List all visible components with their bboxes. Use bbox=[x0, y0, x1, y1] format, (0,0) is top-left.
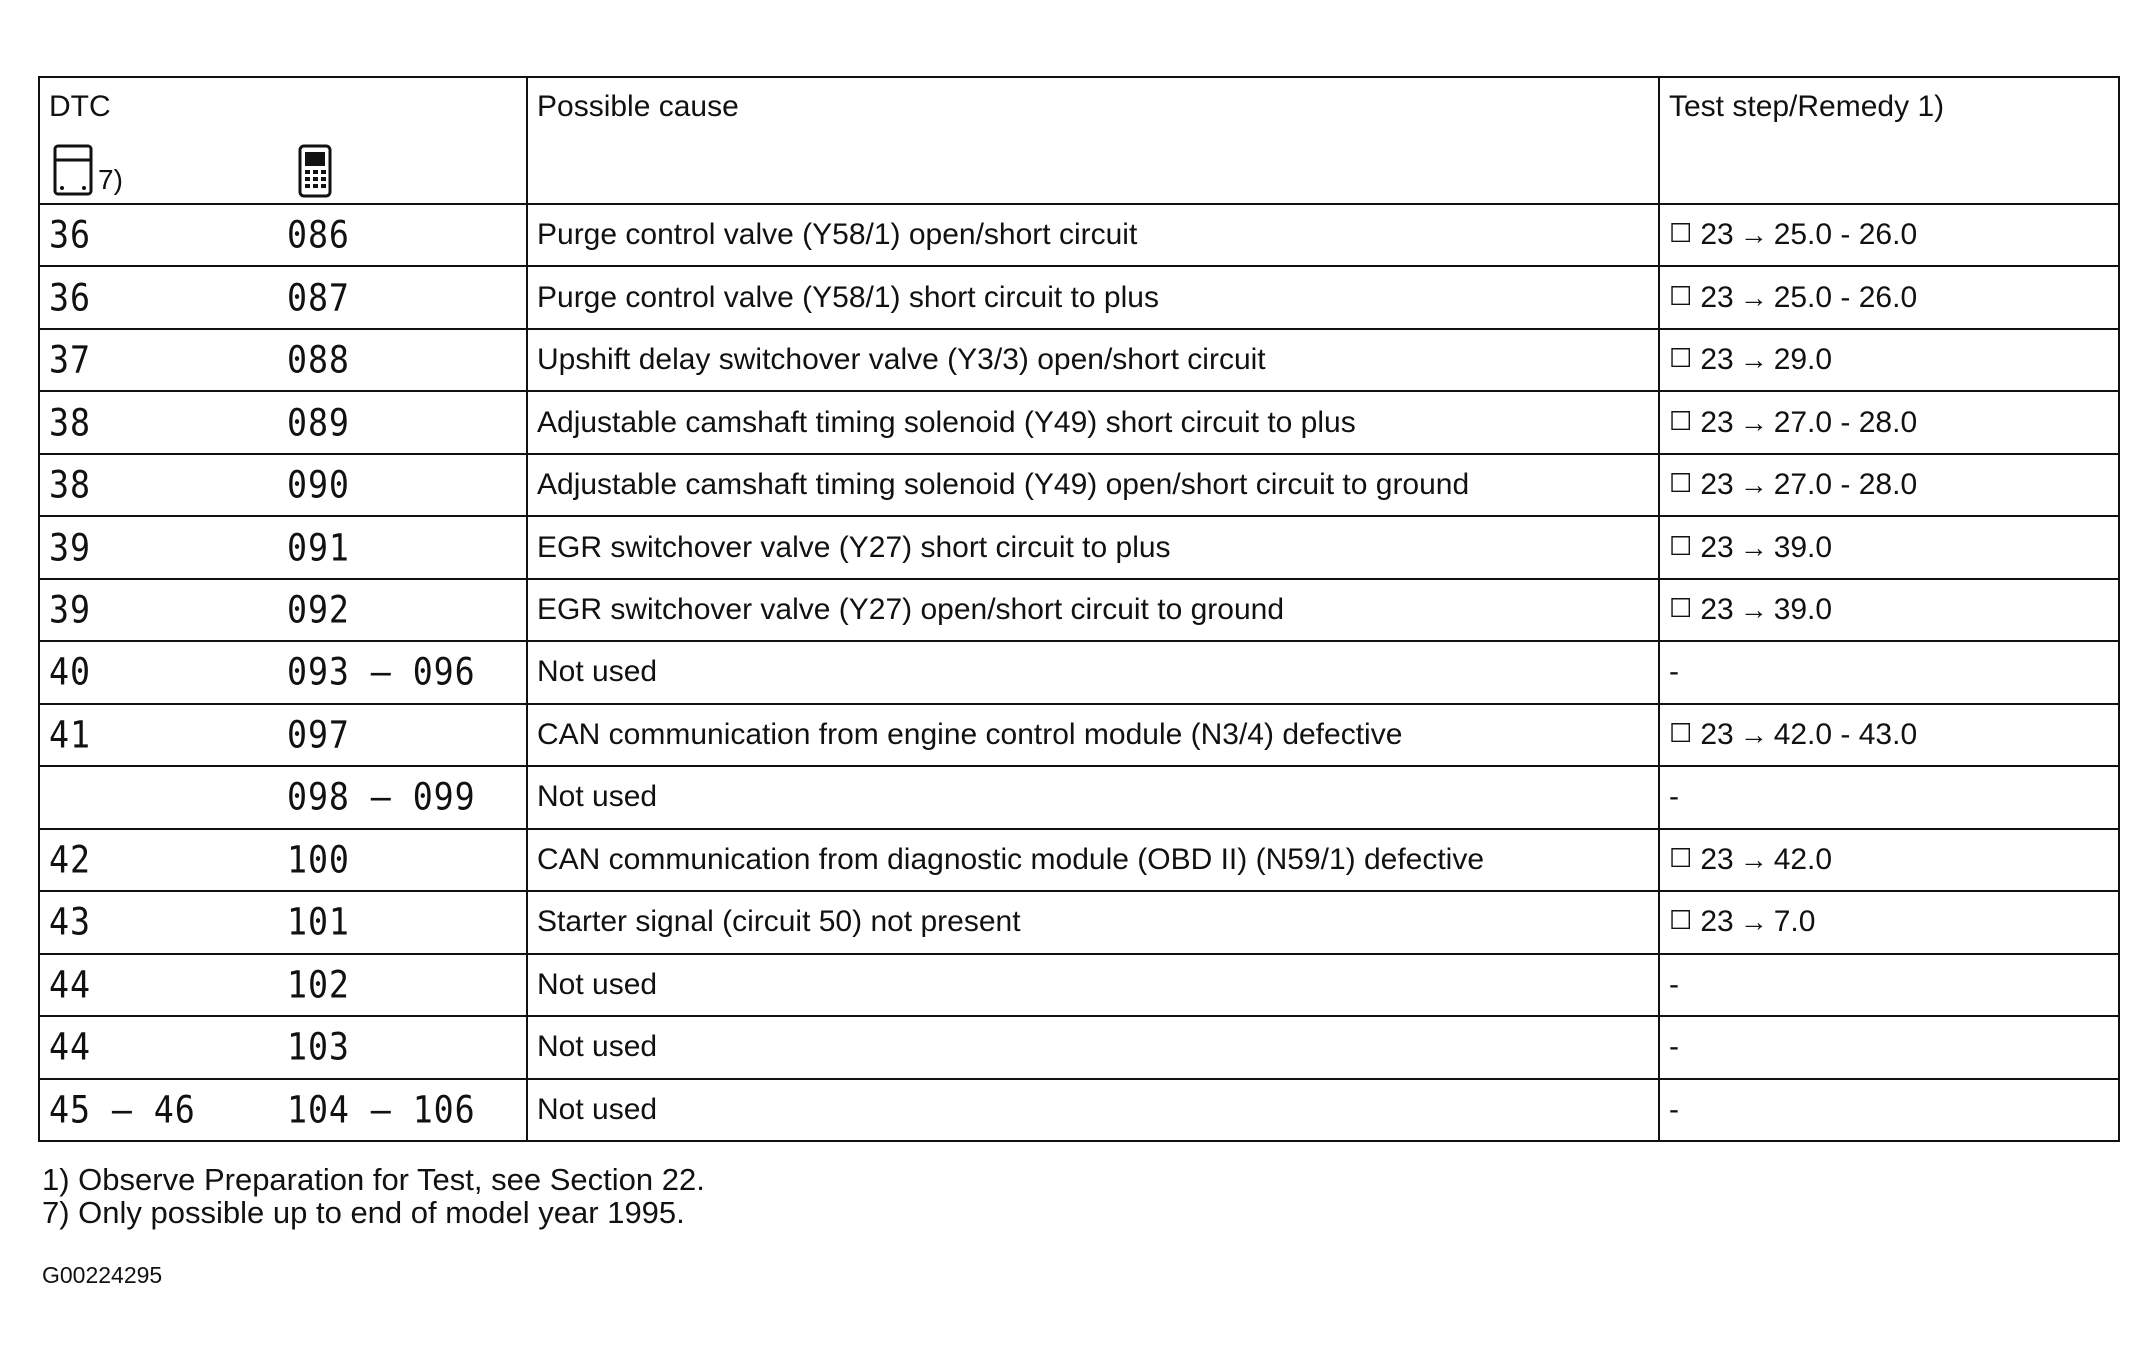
dtc-code-display: 41 bbox=[49, 713, 91, 757]
dtc-codes-cell bbox=[39, 454, 527, 516]
header-dtc-note: 7) bbox=[98, 164, 123, 195]
test-step: 23 bbox=[1700, 842, 1734, 876]
table-row bbox=[39, 454, 2119, 516]
dtc-codes-cell bbox=[39, 641, 527, 703]
possible-cause-cell: Not used bbox=[527, 954, 1659, 1016]
table-row bbox=[39, 579, 2119, 641]
header-dtc bbox=[39, 77, 527, 204]
dtc-code-display: 45 – 46 bbox=[49, 1088, 196, 1132]
arrow-right-icon: → bbox=[1739, 718, 1768, 750]
table-row bbox=[39, 766, 2119, 828]
remedy-cell bbox=[1659, 954, 2119, 1016]
possible-cause-cell: Starter signal (circuit 50) not present bbox=[527, 891, 1659, 953]
header-dtc-label: DTC bbox=[49, 90, 111, 123]
table-row bbox=[39, 704, 2119, 766]
dtc-code-tester: 091 bbox=[287, 526, 350, 570]
checkbox-icon: ☐ bbox=[1669, 218, 1693, 249]
arrow-right-icon: → bbox=[1739, 469, 1768, 501]
test-target: 7.0 bbox=[1773, 905, 1816, 939]
dtc-code-display: 39 bbox=[49, 526, 91, 570]
test-step: 23 bbox=[1700, 530, 1734, 564]
footnotes bbox=[42, 1163, 705, 1229]
remedy-cell bbox=[1659, 704, 2119, 766]
arrow-right-icon: → bbox=[1739, 406, 1768, 438]
checkbox-icon: ☐ bbox=[1669, 280, 1693, 311]
possible-cause-cell: EGR switchover valve (Y27) open/short circuit to ground bbox=[527, 579, 1659, 641]
dtc-codes-cell bbox=[39, 891, 527, 953]
remedy-cell bbox=[1659, 391, 2119, 453]
test-target: 42.0 - 43.0 bbox=[1773, 717, 1918, 751]
test-step: 23 bbox=[1700, 717, 1734, 751]
test-step: 23 bbox=[1700, 905, 1734, 939]
checkbox-icon: ☐ bbox=[1669, 530, 1693, 561]
remedy-dash: - bbox=[1669, 1092, 1679, 1126]
dtc-code-display: 36 bbox=[49, 276, 91, 320]
possible-cause-cell: EGR switchover valve (Y27) short circuit to plus bbox=[527, 516, 1659, 578]
dtc-codes-cell bbox=[39, 329, 527, 391]
possible-cause-cell: Purge control valve (Y58/1) short circuit to plus bbox=[527, 266, 1659, 328]
test-target: 25.0 - 26.0 bbox=[1773, 280, 1918, 314]
remedy-cell bbox=[1659, 891, 2119, 953]
checkbox-icon: ☐ bbox=[1669, 842, 1693, 873]
remedy-cell bbox=[1659, 204, 2119, 266]
test-step: 23 bbox=[1700, 218, 1734, 252]
possible-cause-cell: Not used bbox=[527, 1079, 1659, 1141]
possible-cause-cell: Not used bbox=[527, 1016, 1659, 1078]
dtc-code-tester: 104 – 106 bbox=[287, 1088, 476, 1132]
test-target: 39.0 bbox=[1773, 593, 1833, 626]
arrow-right-icon: → bbox=[1739, 594, 1768, 625]
remedy-cell bbox=[1659, 266, 2119, 328]
remedy-dash: - bbox=[1669, 780, 1679, 814]
table-row bbox=[39, 391, 2119, 453]
remedy-cell bbox=[1659, 454, 2119, 516]
table-row bbox=[39, 516, 2119, 578]
arrow-right-icon: → bbox=[1739, 281, 1768, 313]
dtc-table bbox=[38, 76, 2120, 1142]
dtc-code-tester: 090 bbox=[287, 463, 350, 507]
arrow-right-icon: → bbox=[1739, 531, 1768, 563]
dtc-codes-cell bbox=[39, 1016, 527, 1078]
test-step: 23 bbox=[1700, 280, 1734, 314]
table-row bbox=[39, 891, 2119, 953]
dtc-code-tester: 092 bbox=[287, 588, 350, 632]
table-row bbox=[39, 954, 2119, 1016]
remedy-cell bbox=[1659, 829, 2119, 891]
arrow-right-icon: → bbox=[1739, 843, 1768, 875]
dtc-code-tester: 100 bbox=[287, 838, 350, 882]
dtc-codes-cell bbox=[39, 266, 527, 328]
possible-cause-cell: CAN communication from engine control module (N3/4) defective bbox=[527, 704, 1659, 766]
dtc-code-display: 39 bbox=[49, 588, 91, 632]
dtc-code-display: 43 bbox=[49, 900, 91, 944]
checkbox-icon: ☐ bbox=[1669, 717, 1693, 748]
dtc-code-tester: 087 bbox=[287, 276, 350, 320]
dtc-codes-cell bbox=[39, 954, 527, 1016]
test-step: 23 bbox=[1700, 593, 1734, 626]
possible-cause-cell: Upshift delay switchover valve (Y3/3) open/short circuit bbox=[527, 329, 1659, 391]
remedy-cell bbox=[1659, 1016, 2119, 1078]
test-target: 27.0 - 28.0 bbox=[1773, 405, 1918, 439]
dtc-code-tester: 086 bbox=[287, 213, 350, 257]
possible-cause-cell: Not used bbox=[527, 641, 1659, 703]
header-remedy bbox=[1659, 77, 2119, 204]
header-remedy-label: Test step/Remedy bbox=[1669, 90, 1910, 123]
remedy-dash: - bbox=[1669, 1030, 1679, 1064]
dtc-code-display: 42 bbox=[49, 838, 91, 882]
test-step: 23 bbox=[1700, 343, 1734, 377]
table-row bbox=[39, 641, 2119, 703]
dtc-codes-cell bbox=[39, 391, 527, 453]
dtc-code-tester: 097 bbox=[287, 713, 350, 757]
possible-cause-cell: Not used bbox=[527, 766, 1659, 828]
checkbox-icon: ☐ bbox=[1669, 468, 1693, 499]
dtc-codes-cell bbox=[39, 1079, 527, 1141]
table-row bbox=[39, 204, 2119, 266]
dtc-code-display: 37 bbox=[49, 338, 91, 382]
dtc-code-tester: 101 bbox=[287, 900, 350, 944]
dtc-code-tester: 089 bbox=[287, 401, 350, 445]
footnote-7: 7) Only possible up to end of model year 1995. bbox=[42, 1195, 685, 1230]
dtc-code-tester: 093 – 096 bbox=[287, 650, 476, 694]
dtc-code-display: 44 bbox=[49, 1025, 91, 1069]
remedy-dash: - bbox=[1669, 655, 1679, 689]
arrow-right-icon: → bbox=[1739, 219, 1768, 251]
remedy-dash: - bbox=[1669, 967, 1679, 1001]
header-remedy-note: 1) bbox=[1917, 90, 1945, 123]
table-row bbox=[39, 1016, 2119, 1078]
test-target: 29.0 bbox=[1773, 343, 1833, 377]
test-target: 25.0 - 26.0 bbox=[1773, 218, 1918, 252]
dtc-code-display: 38 bbox=[49, 463, 91, 507]
dtc-codes-cell bbox=[39, 204, 527, 266]
test-target: 39.0 bbox=[1773, 530, 1833, 564]
possible-cause-cell: CAN communication from diagnostic module (OBD II) (N59/1) defective bbox=[527, 829, 1659, 891]
possible-cause-cell: Adjustable camshaft timing solenoid (Y49) open/short circuit to ground bbox=[527, 454, 1659, 516]
display-unit-icon bbox=[53, 144, 93, 202]
dtc-codes-cell bbox=[39, 766, 527, 828]
remedy-cell bbox=[1659, 516, 2119, 578]
checkbox-icon: ☐ bbox=[1669, 405, 1693, 436]
checkbox-icon: ☐ bbox=[1669, 905, 1693, 936]
dtc-code-display: 44 bbox=[49, 963, 91, 1007]
dtc-codes-cell bbox=[39, 829, 527, 891]
dtc-codes-cell bbox=[39, 704, 527, 766]
test-target: 42.0 bbox=[1773, 842, 1833, 876]
dtc-codes-cell bbox=[39, 516, 527, 578]
dtc-code-tester: 088 bbox=[287, 338, 350, 382]
test-step: 23 bbox=[1700, 468, 1734, 502]
checkbox-icon: ☐ bbox=[1669, 593, 1693, 623]
table-row bbox=[39, 266, 2119, 328]
dtc-code-display: 36 bbox=[49, 213, 91, 257]
arrow-right-icon: → bbox=[1739, 344, 1768, 376]
remedy-cell bbox=[1659, 766, 2119, 828]
arrow-right-icon: → bbox=[1739, 906, 1768, 938]
remedy-cell bbox=[1659, 641, 2119, 703]
test-target: 27.0 - 28.0 bbox=[1773, 468, 1918, 502]
figure-id: G00224295 bbox=[42, 1262, 163, 1288]
dtc-code-tester: 103 bbox=[287, 1025, 350, 1069]
table-row bbox=[39, 1079, 2119, 1141]
table-row bbox=[39, 829, 2119, 891]
footnote-1: 1) Observe Preparation for Test, see Section 22. bbox=[42, 1162, 705, 1197]
hand-held-tester-icon bbox=[296, 144, 334, 204]
remedy-cell bbox=[1659, 1079, 2119, 1141]
dtc-code-tester: 098 – 099 bbox=[287, 775, 476, 819]
dtc-code-display: 40 bbox=[49, 650, 91, 694]
table-header-row bbox=[39, 77, 2119, 204]
header-cause: Possible cause bbox=[527, 77, 1659, 204]
dtc-code-tester: 102 bbox=[287, 963, 350, 1007]
possible-cause-cell: Adjustable camshaft timing solenoid (Y49) short circuit to plus bbox=[527, 391, 1659, 453]
table-row bbox=[39, 329, 2119, 391]
possible-cause-cell: Purge control valve (Y58/1) open/short circuit bbox=[527, 204, 1659, 266]
dtc-codes-cell bbox=[39, 579, 527, 641]
remedy-cell bbox=[1659, 329, 2119, 391]
test-step: 23 bbox=[1700, 405, 1734, 439]
dtc-code-display: 38 bbox=[49, 401, 91, 445]
remedy-cell bbox=[1659, 579, 2119, 641]
checkbox-icon: ☐ bbox=[1669, 343, 1693, 374]
